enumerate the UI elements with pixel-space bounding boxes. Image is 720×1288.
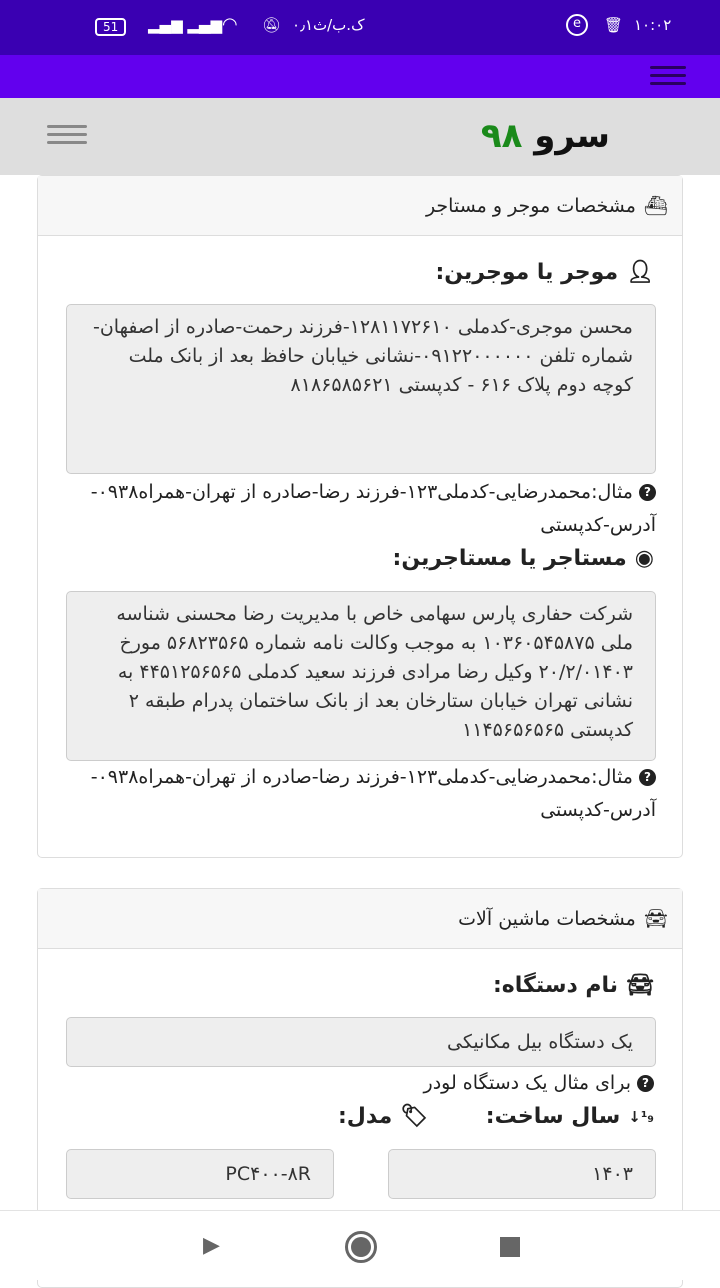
brand-text: سرو — [534, 116, 610, 156]
back-icon[interactable]: ▶ — [203, 1233, 220, 1258]
lessor-textarea[interactable]: محسن موجری-کدملی ۱۲۸۱۱۷۲۶۱۰-فرزند رحمت-صادره از اصفهان-شماره تلفن ۰۹۱۲۲۰۰۰۰۰۰-نشانی خیابان حافظ بعد از بانک ملت کوچه دوم پلاک ۶۱۶ - کدپستی ۸۱۸۶۵۸۵۶۲۱ — [66, 304, 656, 474]
brand-number: ۹۸ — [480, 116, 523, 156]
tag-icon: 🏷︎ — [400, 1104, 429, 1129]
nav-toggle-icon[interactable] — [47, 120, 87, 149]
lessor-tenant-card — [37, 175, 683, 858]
user-circle-icon: ◉ — [634, 546, 654, 571]
user-icon: 👤︎ — [626, 260, 654, 285]
year-input[interactable]: ۱۴۰۳ — [388, 1149, 656, 1199]
car-icon: 🚘︎ — [643, 908, 668, 930]
signal-icon: ▂▄▆ ▂▄▆ — [148, 16, 222, 34]
sort-numeric-icon: ¹₉↓ — [628, 1107, 654, 1126]
trash-icon: 🗑︎ — [604, 16, 624, 34]
recents-icon[interactable] — [500, 1237, 520, 1257]
lessor-help: ?مثال:محمدرضایی-کدملی۱۲۳-فرزند رضا-صادره از تهران-همراه۰۹۳۸-آدرس-کدپستی — [90, 481, 656, 536]
clock: ۱۰:۰۲ — [634, 16, 672, 34]
tenant-textarea[interactable]: شرکت حفاری پارس سهامی خاص با مدیریت رضا محسنی شناسه ملی ۱۰۳۶۰۵۴۵۸۷۵ به موجب وکالت نامه شماره ۵۶۸۲۳۵۶۵ مورخ ۲۰/۲/۰۱۴۰۳ وکیل رضا مرادی فرزند سعید کدملی ۴۴۵۱۲۵۶۵۶۵ به نشانی تهران خیابان ستارخان بعد از بانک ساختمان پدرام طبقه ۲ کدپستی ۱۱۴۵۶۵۶۵۶۵ — [66, 591, 656, 761]
year-label: ¹₉↓ سال ساخت: — [485, 1104, 654, 1129]
card-header — [38, 889, 682, 949]
battery-icon: 51 — [95, 18, 126, 36]
network-speed: ۰٫۱ک.ب/ث — [292, 16, 365, 34]
model-label: 🏷︎ مدل: — [338, 1104, 429, 1129]
question-icon: ? — [639, 769, 656, 786]
card-title: مشخصات موجر و مستاجر — [425, 194, 636, 217]
model-input[interactable]: PC۴۰۰-۸R — [66, 1149, 334, 1199]
car-icon: 🚘︎ — [626, 973, 654, 998]
wifi-icon: ◠ — [222, 14, 238, 35]
status-bar — [0, 0, 720, 55]
device-help: ?برای مثال یک دستگاه لودر — [424, 1067, 654, 1100]
card-title: مشخصات ماشین آلات — [458, 907, 636, 930]
home-icon[interactable] — [345, 1231, 377, 1263]
system-nav-bar — [0, 1210, 720, 1280]
tenant-help: ?مثال:محمدرضایی-کدملی۱۲۳-فرزند رضا-صادره از تهران-همراه۰۹۳۸-آدرس-کدپستی — [90, 766, 656, 821]
question-icon: ? — [639, 484, 656, 501]
app-e-icon: e — [566, 14, 588, 36]
brand-logo[interactable] — [480, 116, 610, 156]
device-label: 🚘︎ نام دستگاه: — [493, 973, 654, 998]
device-input[interactable]: یک دستگاه بیل مکانیکی — [66, 1017, 656, 1067]
menu-icon[interactable] — [650, 61, 686, 90]
tenant-label: ◉ مستاجر یا مستاجرین: — [392, 546, 654, 571]
app-bar — [0, 55, 720, 98]
card-header — [38, 176, 682, 236]
question-icon: ? — [637, 1075, 654, 1092]
bell-off-icon: 🔕︎ — [262, 16, 282, 34]
ship-icon: ⛴ — [643, 195, 668, 217]
site-header — [0, 98, 720, 175]
lessor-label: 👤︎ موجر یا موجرین: — [435, 260, 654, 285]
